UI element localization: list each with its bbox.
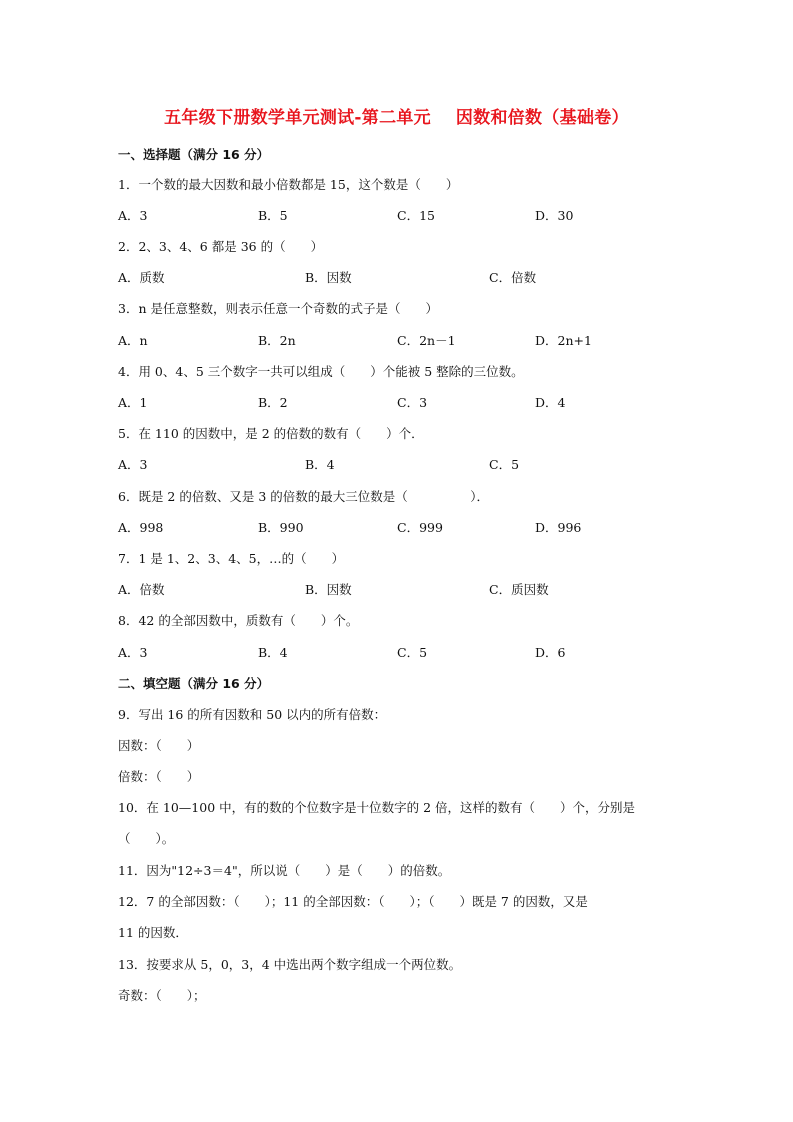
question-1-stem: 1．一个数的最大因数和最小倍数都是 15，这个数是（ ） xyxy=(118,177,459,192)
question-13-stem: 13．按要求从 5，0，3，4 中选出两个数字组成一个两位数。 xyxy=(118,957,462,972)
question-1-option-d: D．30 xyxy=(535,208,574,223)
question-4-option-d: D．4 xyxy=(535,395,566,410)
question-9-multiples-blank: 倍数：（ ） xyxy=(118,769,200,784)
question-5-option-c: C．5 xyxy=(489,457,520,472)
question-12-stem: 12．7 的全部因数：（ ）；11 的全部因数：（ ）；（ ）既是 7 的因数，又是 xyxy=(118,894,588,909)
question-2-stem: 2．2、3、4、6 都是 36 的（ ） xyxy=(118,239,324,254)
question-3-option-c: C．2n－1 xyxy=(397,333,456,348)
question-4-stem: 4．用 0、4、5 三个数字一共可以组成（ ）个能被 5 整除的三位数。 xyxy=(118,364,524,379)
question-6-option-d: D．996 xyxy=(535,520,582,535)
question-10-continuation: （ ）。 xyxy=(118,831,175,846)
question-7-option-a: A．倍数 xyxy=(118,582,165,597)
question-6-option-a: A．998 xyxy=(118,520,164,535)
question-7-stem: 7．1 是 1、2、3、4、5，…的（ ） xyxy=(118,551,345,566)
question-8-option-b: B．4 xyxy=(258,645,288,660)
question-1-option-c: C．15 xyxy=(397,208,435,223)
question-6-option-b: B．990 xyxy=(258,520,304,535)
question-4-option-b: B．2 xyxy=(258,395,288,410)
question-12-continuation: 11 的因数． xyxy=(118,925,188,940)
question-13-odd-blank: 奇数：（ ）； xyxy=(118,988,206,1003)
question-8-option-a: A．3 xyxy=(118,645,148,660)
question-4-option-c: C．3 xyxy=(397,395,428,410)
question-7-option-c: C．质因数 xyxy=(489,582,549,597)
question-7-option-b: B．因数 xyxy=(305,582,352,597)
question-3-option-b: B．2n xyxy=(258,333,296,348)
question-6-stem: 6．既是 2 的倍数、又是 3 的倍数的最大三位数是（ ）． xyxy=(118,489,490,504)
question-9-factors-blank: 因数：（ ） xyxy=(118,738,200,753)
question-3-stem: 3．n 是任意整数，则表示任意一个奇数的式子是（ ） xyxy=(118,301,438,316)
question-10-stem: 10．在 10—100 中，有的数的个位数字是十位数字的 2 倍，这样的数有（ ）个，分别是 xyxy=(118,800,636,815)
question-3-option-a: A．n xyxy=(118,333,148,348)
question-8-stem: 8．42 的全部因数中，质数有（ ）个。 xyxy=(118,613,359,628)
question-5-stem: 5．在 110 的因数中，是 2 的倍数的数有（ ）个． xyxy=(118,426,424,441)
page-title: 五年级下册数学单元测试-第二单元 因数和倍数（基础卷） xyxy=(164,108,629,128)
question-11-stem: 11．因为"12÷3＝4"，所以说（ ）是（ ）的倍数。 xyxy=(118,863,451,878)
question-9-stem: 9．写出 16 的所有因数和 50 以内的所有倍数： xyxy=(118,707,387,722)
question-6-option-c: C．999 xyxy=(397,520,443,535)
question-5-option-a: A．3 xyxy=(118,457,148,472)
question-2-option-b: B．因数 xyxy=(305,270,352,285)
question-8-option-c: C．5 xyxy=(397,645,428,660)
section-heading-choice: 一、选择题（满分 16 分） xyxy=(118,147,270,162)
question-2-option-a: A．质数 xyxy=(118,270,165,285)
question-1-option-b: B．5 xyxy=(258,208,288,223)
question-4-option-a: A．1 xyxy=(118,395,148,410)
question-3-option-d: D．2n+1 xyxy=(535,333,592,348)
question-2-option-c: C．倍数 xyxy=(489,270,537,285)
question-8-option-d: D．6 xyxy=(535,645,566,660)
question-5-option-b: B．4 xyxy=(305,457,335,472)
section-heading-fill-blank: 二、填空题（满分 16 分） xyxy=(118,676,270,691)
question-1-option-a: A．3 xyxy=(118,208,148,223)
